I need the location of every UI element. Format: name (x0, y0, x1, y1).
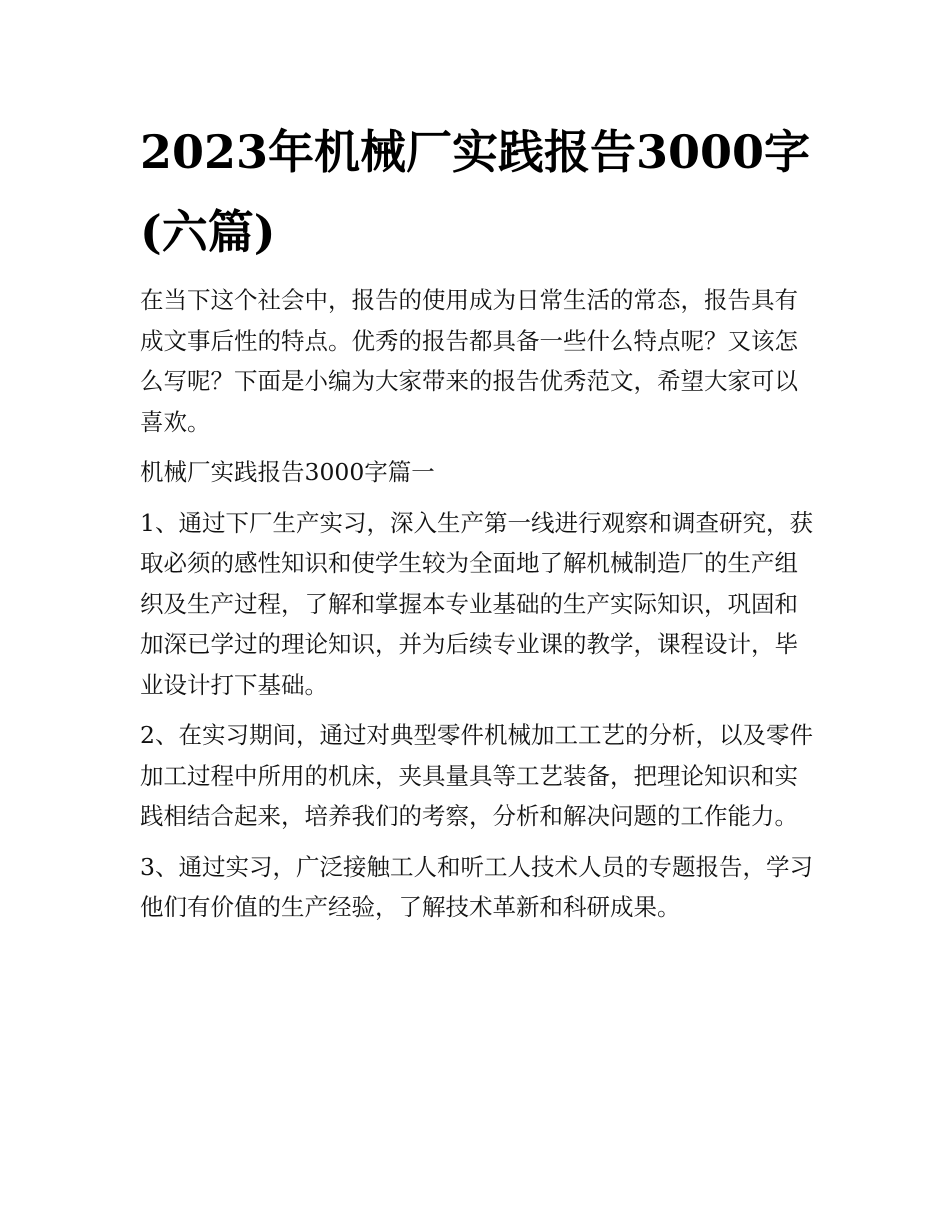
list-item-2: 2、在实习期间，通过对典型零件机械加工工艺的分析，以及零件加工过程中所用的机床，夹具量具等工艺装备，把理论知识和实践相结合起来，培养我们的考察，分析和解决问题的工作能力。 (140, 721, 813, 830)
list-item-1: 1、通过下厂生产实习，深入生产第一线进行观察和调查研究，获取必须的感性知识和使学生较为全面地了解机械制造厂的生产组织及生产过程，了解和掌握本专业基础的生产实际知识，巩固和加深已学过的理论知识，并为后续专业课的教学，课程设计，毕业设计打下基础。 (140, 508, 813, 699)
document-body (140, 280, 814, 938)
section-heading: 机械厂实践报告3000字篇一 (140, 458, 435, 486)
list-item-3: 3、通过实习，广泛接触工人和听工人技术人员的专题报告，学习他们有价值的生产经验，了解技术革新和科研成果。 (140, 852, 813, 921)
document-title: 2023年机械厂实践报告3000字(六篇) (140, 125, 811, 259)
intro-paragraph: 在当下这个社会中，报告的使用成为日常生活的常态，报告具有成文事后性的特点。优秀的报告都具备一些什么特点呢？又该怎么写呢？下面是小编为大家带来的报告优秀范文，希望大家可以喜欢。 (140, 286, 798, 436)
